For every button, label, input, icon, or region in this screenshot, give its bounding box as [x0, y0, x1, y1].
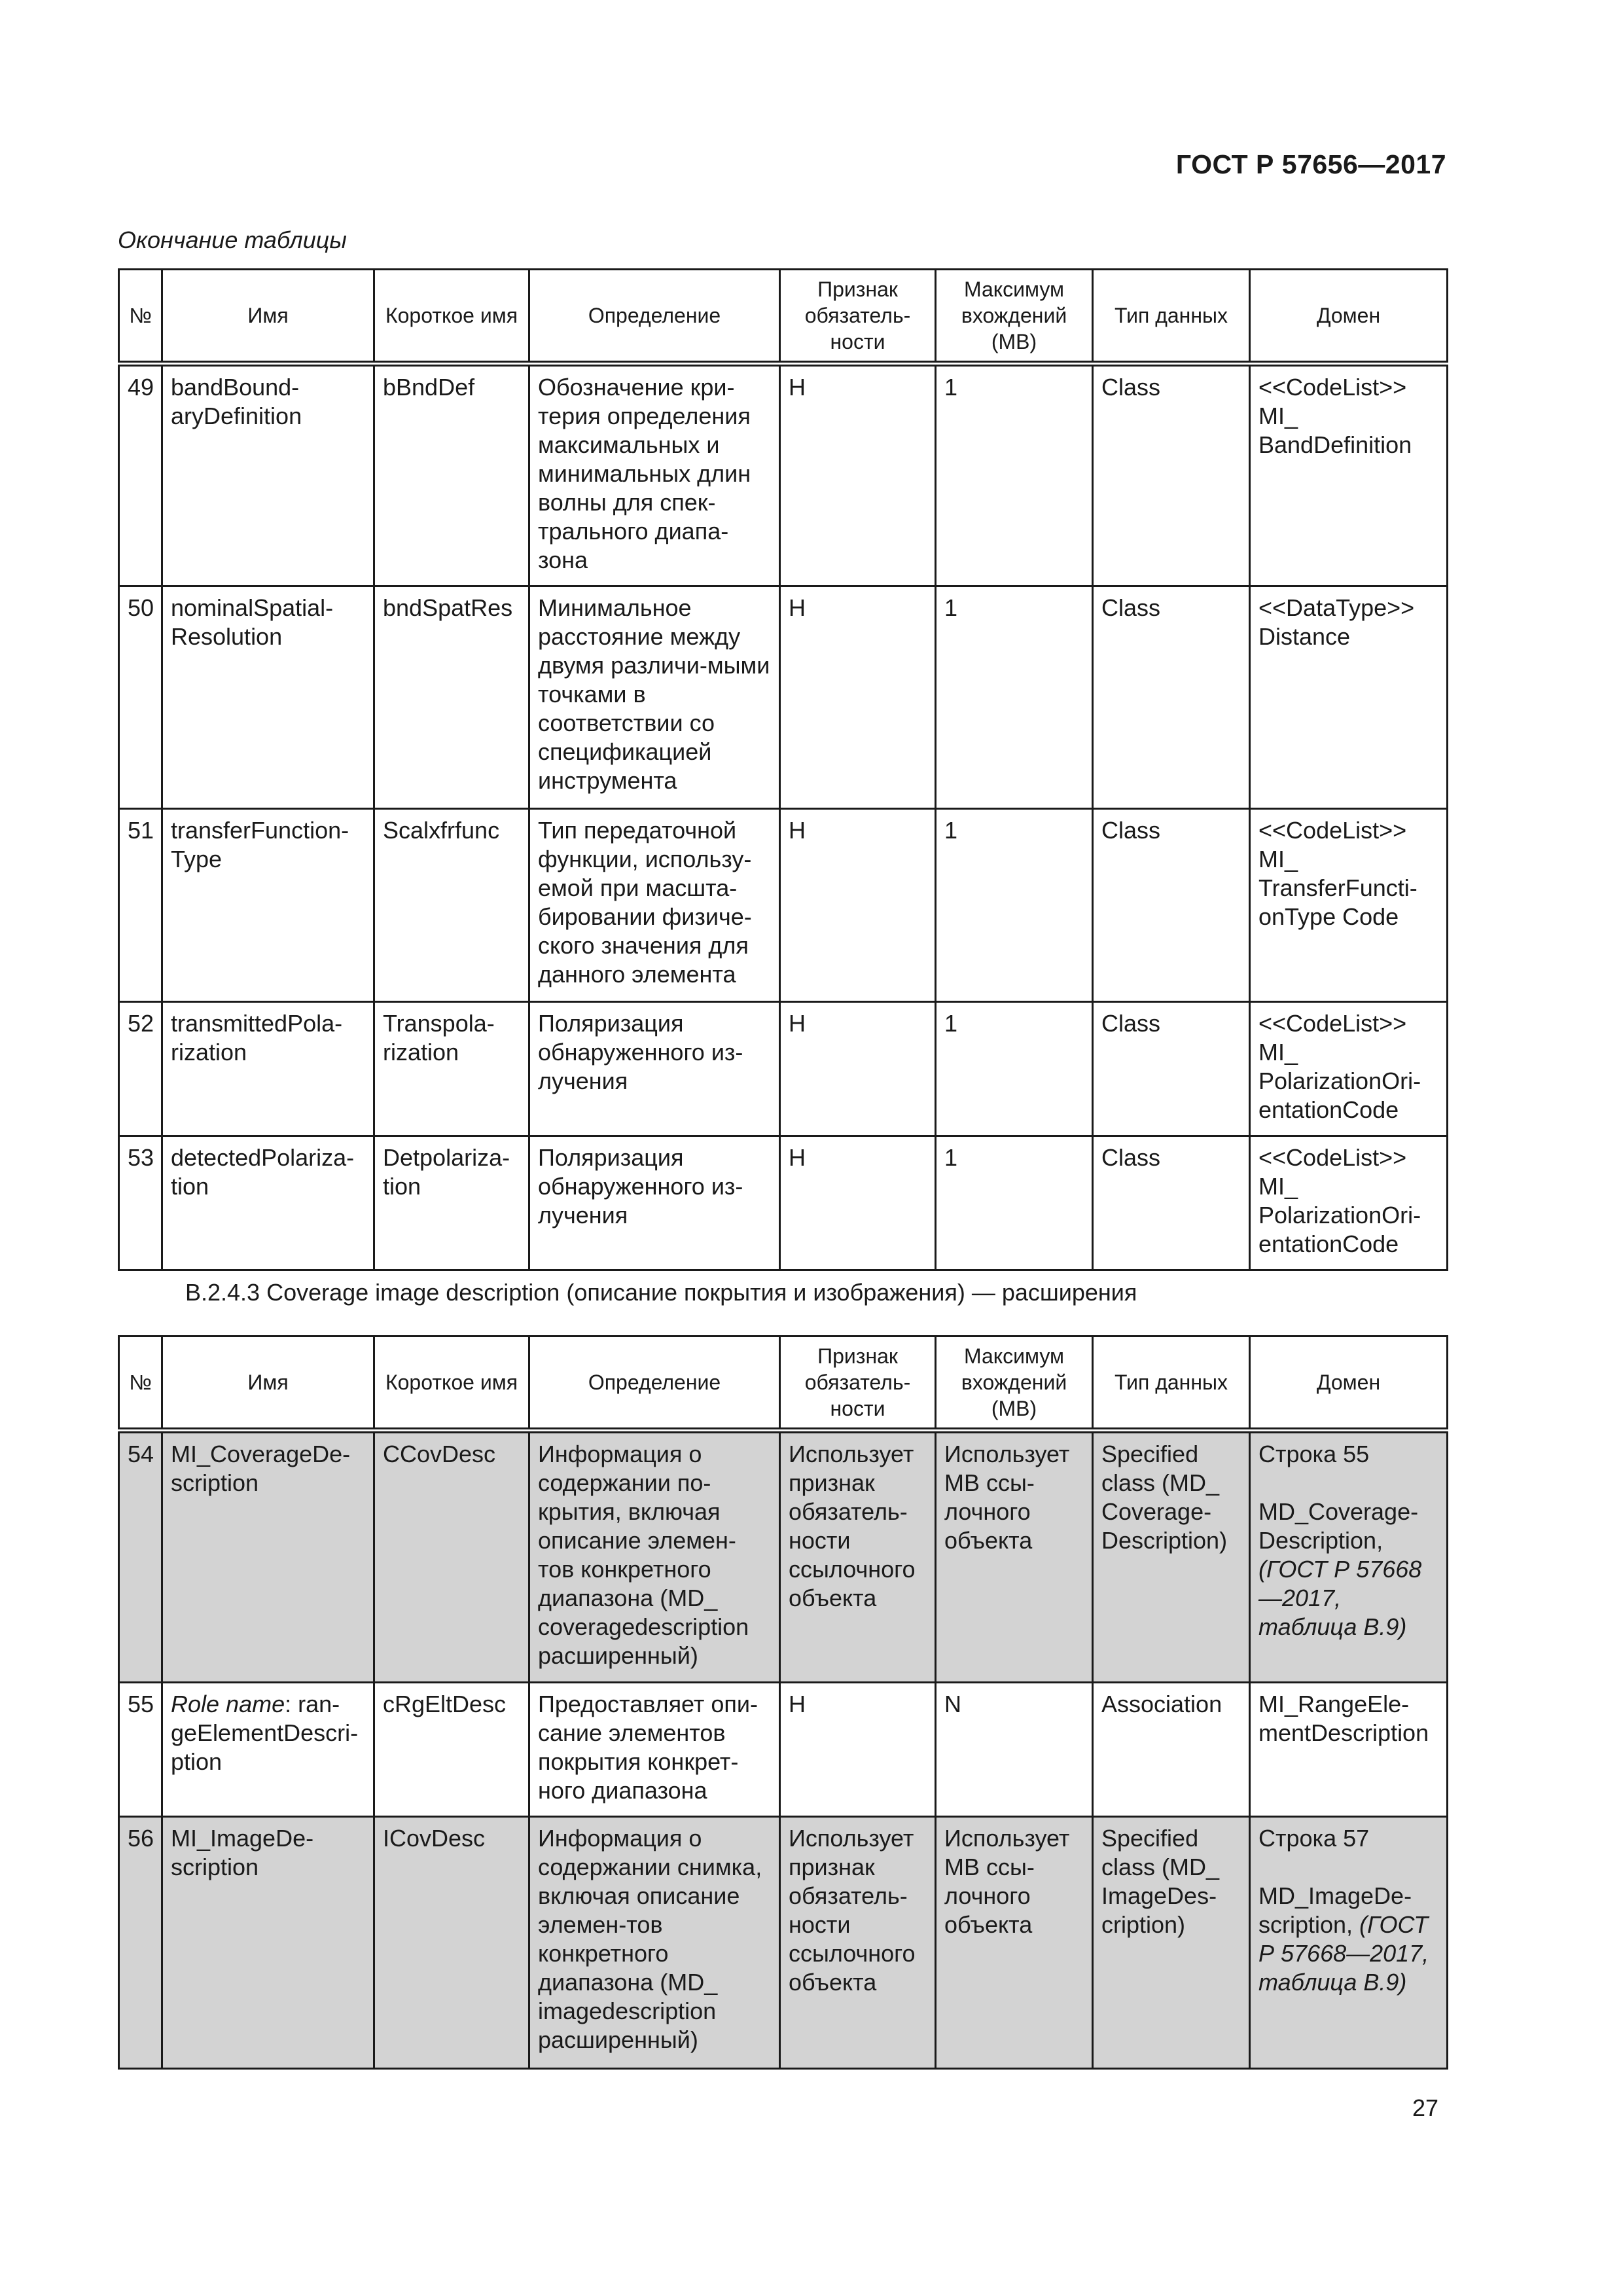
domain-standard-reference: (ГОСТ Р 57668—2017, таблица В.9): [1258, 1911, 1429, 1996]
col-header-name: Имя: [162, 270, 374, 364]
table-row: [119, 586, 1448, 809]
row-number: 53: [119, 1136, 162, 1270]
row-number: 49: [119, 364, 162, 586]
row-max-occurrence: 1: [936, 809, 1093, 1002]
row-data-type: Association: [1093, 1683, 1250, 1817]
row-definition: Информация о содержании снимка, включая описание элемен-тов конкретного диапазона (MD_ imagedescription расширенный): [529, 1817, 780, 2069]
row-max-occurrence: 1: [936, 586, 1093, 809]
row-definition: Обозначение кри-терия определения максимальных и минимальных длин волны для спек-трального диапа-зона: [529, 364, 780, 586]
row-data-type: Class: [1093, 1136, 1250, 1270]
row-name: nominalSpatial-Resolution: [162, 586, 374, 809]
domain-row-reference: Строка 57: [1258, 1825, 1370, 1852]
domain-class-name: MD_ImageDe-scription,: [1258, 1882, 1412, 1938]
row-max-occurrence: N: [936, 1683, 1093, 1817]
row-max-occurrence: 1: [936, 364, 1093, 586]
row-obligation: Н: [780, 1002, 936, 1136]
domain-class-name: MD_Coverage-Description,: [1258, 1498, 1419, 1554]
row-number: 51: [119, 809, 162, 1002]
table-row: [119, 1002, 1448, 1136]
domain-standard-reference: (ГОСТ Р 57668—2017, таблица В.9): [1258, 1556, 1422, 1640]
row-number: 52: [119, 1002, 162, 1136]
row-short-name: cRgEltDesc: [374, 1683, 529, 1817]
table-header-row: [119, 1336, 1448, 1431]
table-header-row: [119, 270, 1448, 364]
row-domain: <<CodeList>> MI_ BandDefinition: [1250, 364, 1448, 586]
row-name: transferFunction-Type: [162, 809, 374, 1002]
col-header-max-occurrence: Максимум вхождений (МВ): [936, 1336, 1093, 1431]
row-obligation: Использует признак обязатель-ности ссылочного объекта: [780, 1431, 936, 1683]
row-name: [162, 1683, 374, 1817]
row-definition: Поляризация обнаруженного из-лучения: [529, 1002, 780, 1136]
row-short-name: Detpolariza-tion: [374, 1136, 529, 1270]
row-name: detectedPolariza-tion: [162, 1136, 374, 1270]
row-obligation: Использует признак обязатель-ности ссылочного объекта: [780, 1817, 936, 2069]
col-header-data-type: Тип данных: [1093, 1336, 1250, 1431]
spec-table-1: [118, 268, 1448, 1271]
row-number: 55: [119, 1683, 162, 1817]
row-short-name: CCovDesc: [374, 1431, 529, 1683]
row-short-name: ICovDesc: [374, 1817, 529, 2069]
row-domain: <<CodeList>> MI_ PolarizationOri-entationCode: [1250, 1136, 1448, 1270]
row-max-occurrence: 1: [936, 1002, 1093, 1136]
row-definition: Информация о содержании по-крытия, включая описание элемен-тов конкретного диапазона (MD_ coveragedescription расширенный): [529, 1431, 780, 1683]
row-domain: <<CodeList>> MI_ TransferFuncti-onType Code: [1250, 809, 1448, 1002]
row-number: 54: [119, 1431, 162, 1683]
row-obligation: Н: [780, 1136, 936, 1270]
table-row: [119, 1136, 1448, 1270]
col-header-definition: Определение: [529, 270, 780, 364]
row-domain: [1250, 1817, 1448, 2069]
row-max-occurrence: Использует МВ ссы-лочного объекта: [936, 1431, 1093, 1683]
table-row: [119, 1431, 1448, 1683]
row-number: 50: [119, 586, 162, 809]
table-row: [119, 809, 1448, 1002]
table-row: [119, 1683, 1448, 1817]
row-name: MI_ImageDe-scription: [162, 1817, 374, 2069]
col-header-obligation: Признак обязатель-ности: [780, 270, 936, 364]
row-data-type: Specified class (MD_ ImageDes-cription): [1093, 1817, 1250, 2069]
row-short-name: bBndDef: [374, 364, 529, 586]
col-header-domain: Домен: [1250, 270, 1448, 364]
row-definition: Предоставляет опи-сание элементов покрытия конкрет-ного диапазона: [529, 1683, 780, 1817]
row-data-type: Class: [1093, 586, 1250, 809]
row-max-occurrence: 1: [936, 1136, 1093, 1270]
document-standard-header: ГОСТ Р 57656—2017: [1175, 149, 1446, 179]
row-data-type: Class: [1093, 364, 1250, 586]
role-name-label: Role name: [171, 1691, 285, 1717]
col-header-short-name: Короткое имя: [374, 1336, 529, 1431]
section-heading: B.2.4.3 Coverage image description (описание покрытия и изображения) — расширения: [185, 1279, 1137, 1306]
row-domain: <<CodeList>> MI_ PolarizationOri-entationCode: [1250, 1002, 1448, 1136]
role-name-value: : ran-geElementDescri-ption: [171, 1691, 359, 1775]
row-name: transmittedPola-rization: [162, 1002, 374, 1136]
row-obligation: Н: [780, 1683, 936, 1817]
col-header-obligation: Признак обязатель-ности: [780, 1336, 936, 1431]
col-header-name: Имя: [162, 1336, 374, 1431]
row-name: bandBound-aryDefinition: [162, 364, 374, 586]
row-data-type: Specified class (MD_ Coverage-Description): [1093, 1431, 1250, 1683]
row-definition: Поляризация обнаруженного из-лучения: [529, 1136, 780, 1270]
col-header-domain: Домен: [1250, 1336, 1448, 1431]
row-number: 56: [119, 1817, 162, 2069]
row-name: MI_CoverageDe-scription: [162, 1431, 374, 1683]
row-short-name: Transpola-rization: [374, 1002, 529, 1136]
row-obligation: Н: [780, 586, 936, 809]
domain-row-reference: Строка 55: [1258, 1441, 1370, 1467]
row-domain: [1250, 1431, 1448, 1683]
row-definition: Тип передаточной функции, использу-емой при масшта-бировании физиче-ского значения для данного элемента: [529, 809, 780, 1002]
row-max-occurrence: Использует МВ ссы-лочного объекта: [936, 1817, 1093, 2069]
page-number: 27: [1412, 2094, 1438, 2121]
row-short-name: bndSpatRes: [374, 586, 529, 809]
row-obligation: Н: [780, 809, 936, 1002]
row-obligation: Н: [780, 364, 936, 586]
col-header-short-name: Короткое имя: [374, 270, 529, 364]
col-header-number: №: [119, 270, 162, 364]
col-header-number: №: [119, 1336, 162, 1431]
row-definition: Минимальное расстояние между двумя различи-мыми точками в соответствии со спецификацией инструмента: [529, 586, 780, 809]
row-short-name: Scalxfrfunc: [374, 809, 529, 1002]
table-row: [119, 364, 1448, 586]
row-domain: <<DataType>> Distance: [1250, 586, 1448, 809]
col-header-max-occurrence: Максимум вхождений (МВ): [936, 270, 1093, 364]
table-caption: Окончание таблицы: [118, 226, 347, 253]
row-data-type: Class: [1093, 809, 1250, 1002]
col-header-definition: Определение: [529, 1336, 780, 1431]
table-row: [119, 1817, 1448, 2069]
col-header-data-type: Тип данных: [1093, 270, 1250, 364]
row-data-type: Class: [1093, 1002, 1250, 1136]
spec-table-2: [118, 1335, 1448, 2070]
row-domain: MI_RangeEle-mentDescription: [1250, 1683, 1448, 1817]
